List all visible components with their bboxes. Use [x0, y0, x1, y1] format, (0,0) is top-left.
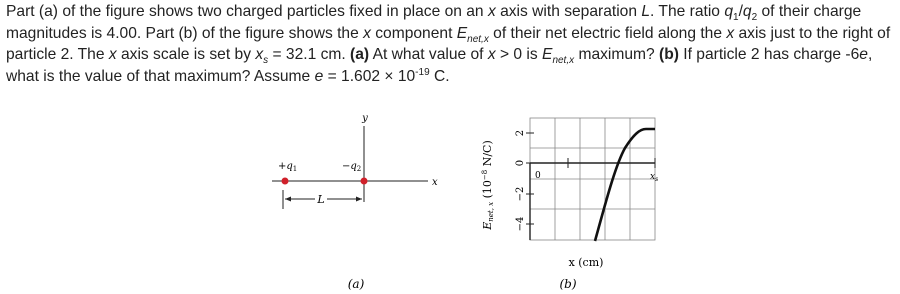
y-axis-label-a: y	[362, 113, 368, 124]
y-tick-label-neg2: −2	[515, 186, 526, 202]
figure-b	[481, 118, 658, 291]
separation-arrowhead-right	[356, 197, 362, 202]
y-tick-label-neg4: −4	[515, 216, 526, 232]
charge-q2	[361, 178, 368, 185]
x-end-label: $x_s$	[650, 172, 659, 183]
y-tick-label-2: 2	[515, 129, 526, 137]
problem-text: Part (a) of the figure shows two charged particles fixed in place on an x axis with separation L. The ratio $q_1/q_2$ of their charge magnitudes is 4.00. Part (b) of the figure shows the x component $E_{net,x}$ of their net electric field along the x axis just to the right of particle 2. The x axis scale is set by $x_s = 32.1$ cm. (a) At what value of x > 0 is $E_{net,x}$ maximum? (b) If particle 2 has charge -6e, what is the value of that maximum? Assume $e = 1.602 \times 10^{-19}$ C.	[6, 3, 891, 85]
charge-q1	[282, 178, 289, 185]
x-axis-label-b: x (cm)	[568, 256, 604, 269]
figure-a	[272, 113, 438, 291]
separation-label: L	[317, 193, 325, 206]
graph-grid	[530, 118, 655, 240]
field-curve	[595, 129, 655, 241]
separation-arrowhead-left	[285, 197, 291, 202]
charge-q1-label: $+q_1$	[278, 161, 298, 173]
caption-b: (b)	[559, 277, 577, 291]
caption-a: (a)	[347, 277, 365, 291]
x-axis-label-a: x	[432, 177, 438, 188]
y-tick-label-0: 0	[515, 159, 526, 167]
charge-q2-label: $-q_2$	[342, 161, 362, 173]
origin-label: 0	[535, 171, 541, 181]
y-axis-label-b: Enet, x ($10^{-8}$ N/C)	[481, 140, 495, 230]
